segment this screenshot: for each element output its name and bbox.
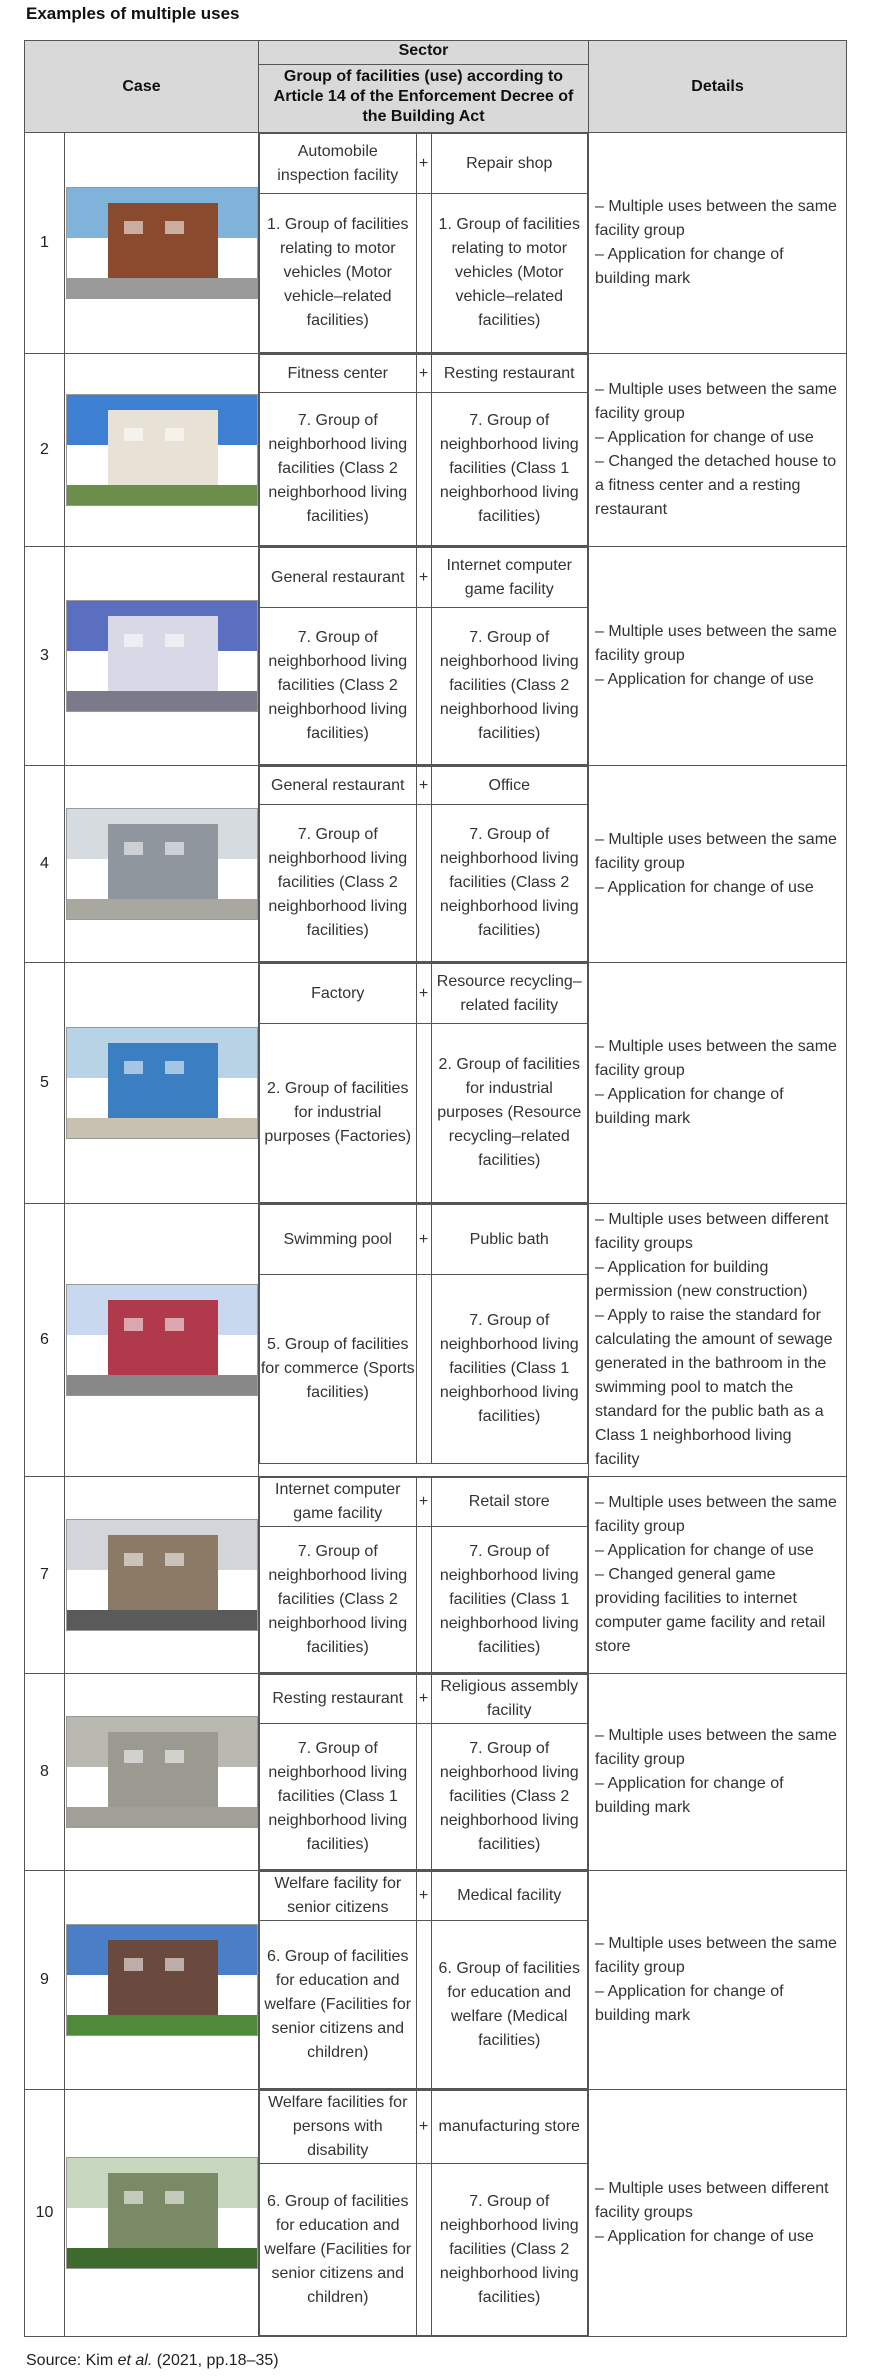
sector-cell bbox=[259, 547, 589, 766]
group-b: 2. Group of facilities for industrial purposes (Resource recycling–related facilities) bbox=[431, 1024, 588, 1203]
group-a: 5. Group of facilities for commerce (Sports facilities) bbox=[260, 1275, 417, 1464]
details-cell bbox=[589, 1674, 847, 1871]
case-photo-cell bbox=[65, 1477, 259, 1674]
details-cell bbox=[589, 133, 847, 354]
group-b: 7. Group of neighborhood living facilities (Class 1 neighborhood living facilities) bbox=[431, 1527, 588, 1673]
details-line: – Application for change of building mark bbox=[595, 1086, 784, 1127]
table-row bbox=[25, 354, 847, 547]
details-cell bbox=[589, 354, 847, 547]
use-b: Medical facility bbox=[431, 1872, 588, 1921]
group-a: 7. Group of neighborhood living facilities (Class 2 neighborhood living facilities) bbox=[260, 1527, 417, 1673]
details-line: – Application for change of building mark bbox=[595, 1775, 784, 1816]
details-line: – Application for change of use bbox=[595, 429, 814, 446]
details-line: – Application for change of use bbox=[595, 2228, 814, 2245]
use-a: Factory bbox=[260, 964, 417, 1024]
sector-cell bbox=[259, 2090, 589, 2337]
case-number: 10 bbox=[25, 2090, 65, 2337]
plus-sign: + bbox=[416, 548, 431, 608]
case-photo-cell bbox=[65, 1871, 259, 2090]
sector-cell bbox=[259, 1871, 589, 2090]
table-row bbox=[25, 2090, 847, 2337]
building-photo bbox=[66, 1716, 258, 1828]
building-photo bbox=[66, 394, 258, 506]
use-b: Religious assembly facility bbox=[431, 1675, 588, 1724]
case-number: 8 bbox=[25, 1674, 65, 1871]
case-photo-cell bbox=[65, 547, 259, 766]
details-line: – Multiple uses between the same facility group bbox=[595, 831, 837, 872]
case-photo-cell bbox=[65, 1204, 259, 1477]
group-a: 7. Group of neighborhood living facilities (Class 2 neighborhood living facilities) bbox=[260, 805, 417, 962]
details-line: – Application for building permission (new construction) bbox=[595, 1259, 808, 1300]
building-photo bbox=[66, 1284, 258, 1396]
plus-sign: + bbox=[416, 1478, 431, 1527]
header-sector: Sector bbox=[259, 42, 588, 65]
group-a: 6. Group of facilities for education and welfare (Facilities for senior citizens and children) bbox=[260, 2164, 417, 2336]
table-row bbox=[25, 1477, 847, 1674]
details-line: – Multiple uses between the same facility group bbox=[595, 623, 837, 664]
group-b: 6. Group of facilities for education and welfare (Medical facilities) bbox=[431, 1921, 588, 2089]
details-line: – Apply to raise the standard for calculating the amount of sewage generated in the bathroom in the swimming pool to match the standard for the public bath as a Class 1 neighborhood living facility bbox=[595, 1307, 833, 1468]
building-photo bbox=[66, 187, 258, 299]
use-b: Repair shop bbox=[431, 134, 588, 194]
plus-sign: + bbox=[416, 964, 431, 1024]
details-line: – Changed general game providing facilities to internet computer game facility and retail store bbox=[595, 1566, 826, 1655]
case-photo-cell bbox=[65, 1674, 259, 1871]
building-photo bbox=[66, 1027, 258, 1139]
table-row bbox=[25, 963, 847, 1204]
group-b: 1. Group of facilities relating to motor vehicles (Motor vehicle–related facilities) bbox=[431, 194, 588, 353]
details-line: – Application for change of building mark bbox=[595, 1983, 784, 2024]
case-photo-cell bbox=[65, 963, 259, 1204]
use-a: Welfare facilities for persons with disability bbox=[260, 2091, 417, 2164]
table-row bbox=[25, 133, 847, 354]
table-row bbox=[25, 1871, 847, 2090]
case-number: 6 bbox=[25, 1204, 65, 1477]
group-a: 7. Group of neighborhood living facilities (Class 2 neighborhood living facilities) bbox=[260, 393, 417, 546]
table-container bbox=[24, 40, 846, 2337]
table-row bbox=[25, 1674, 847, 1871]
building-photo bbox=[66, 2157, 258, 2269]
table-caption: Examples of multiple uses bbox=[26, 4, 240, 23]
details-line: – Multiple uses between the same facility group bbox=[595, 381, 837, 422]
group-a: 1. Group of facilities relating to motor vehicles (Motor vehicle–related facilities) bbox=[260, 194, 417, 353]
header-sector-cell bbox=[259, 41, 589, 133]
details-line: – Multiple uses between different facility groups bbox=[595, 2180, 829, 2221]
details-cell bbox=[589, 766, 847, 963]
details-line: – Application for change of use bbox=[595, 879, 814, 896]
details-line: – Changed the detached house to a fitness center and a resting restaurant bbox=[595, 453, 837, 518]
use-b: manufacturing store bbox=[431, 2091, 588, 2164]
sector-cell bbox=[259, 354, 589, 547]
source-prefix: Source: Kim bbox=[26, 2352, 118, 2369]
details-line: – Multiple uses between the same facility group bbox=[595, 1038, 837, 1079]
group-a: 2. Group of facilities for industrial purposes (Factories) bbox=[260, 1024, 417, 1203]
use-a: General restaurant bbox=[260, 548, 417, 608]
case-photo-cell bbox=[65, 766, 259, 963]
case-photo-cell bbox=[65, 133, 259, 354]
multiple-uses-table bbox=[24, 40, 847, 2337]
details-cell bbox=[589, 2090, 847, 2337]
use-a: Automobile inspection facility bbox=[260, 134, 417, 194]
sector-cell bbox=[259, 133, 589, 354]
sector-cell bbox=[259, 1674, 589, 1871]
plus-sign: + bbox=[416, 1205, 431, 1275]
use-a: General restaurant bbox=[260, 767, 417, 805]
details-line: – Multiple uses between the same facility group bbox=[595, 1494, 837, 1535]
group-b: 7. Group of neighborhood living facilities (Class 2 neighborhood living facilities) bbox=[431, 2164, 588, 2336]
table-header-row bbox=[25, 41, 847, 133]
table-row bbox=[25, 1204, 847, 1477]
table-row bbox=[25, 547, 847, 766]
sector-cell bbox=[259, 1477, 589, 1674]
case-number: 2 bbox=[25, 354, 65, 547]
details-cell bbox=[589, 1871, 847, 2090]
group-b: 7. Group of neighborhood living facilities (Class 2 neighborhood living facilities) bbox=[431, 805, 588, 962]
details-cell bbox=[589, 1204, 847, 1477]
details-line: – Application for change of building mark bbox=[595, 246, 784, 287]
group-b: 7. Group of neighborhood living facilities (Class 2 neighborhood living facilities) bbox=[431, 608, 588, 765]
plus-sign: + bbox=[416, 355, 431, 393]
plus-sign: + bbox=[416, 767, 431, 805]
sector-cell bbox=[259, 963, 589, 1204]
case-photo-cell bbox=[65, 354, 259, 547]
use-b: Office bbox=[431, 767, 588, 805]
source-etal: et al. bbox=[117, 2352, 153, 2369]
sector-cell bbox=[259, 766, 589, 963]
building-photo bbox=[66, 808, 258, 920]
details-cell bbox=[589, 963, 847, 1204]
group-a: 6. Group of facilities for education and welfare (Facilities for senior citizens and children) bbox=[260, 1921, 417, 2089]
details-line: – Application for change of use bbox=[595, 1542, 814, 1559]
use-a: Fitness center bbox=[260, 355, 417, 393]
header-case: Case bbox=[25, 41, 259, 133]
use-b: Retail store bbox=[431, 1478, 588, 1527]
use-a: Internet computer game facility bbox=[260, 1478, 417, 1527]
source-suffix: (2021, pp.18–35) bbox=[152, 2352, 279, 2369]
use-b: Internet computer game facility bbox=[431, 548, 588, 608]
case-number: 3 bbox=[25, 547, 65, 766]
source-note bbox=[26, 2352, 279, 2370]
table-row bbox=[25, 766, 847, 963]
building-photo bbox=[66, 600, 258, 712]
details-line: – Application for change of use bbox=[595, 671, 814, 688]
group-b: 7. Group of neighborhood living facilities (Class 2 neighborhood living facilities) bbox=[431, 1724, 588, 1870]
case-number: 7 bbox=[25, 1477, 65, 1674]
details-cell bbox=[589, 547, 847, 766]
use-a: Resting restaurant bbox=[260, 1675, 417, 1724]
case-number: 5 bbox=[25, 963, 65, 1204]
case-photo-cell bbox=[65, 2090, 259, 2337]
group-a: 7. Group of neighborhood living facilities (Class 1 neighborhood living facilities) bbox=[260, 1724, 417, 1870]
building-photo bbox=[66, 1519, 258, 1631]
details-line: – Multiple uses between the same facility group bbox=[595, 1935, 837, 1976]
case-number: 4 bbox=[25, 766, 65, 963]
group-b: 7. Group of neighborhood living facilities (Class 1 neighborhood living facilities) bbox=[431, 1275, 588, 1464]
use-b: Public bath bbox=[431, 1205, 588, 1275]
use-a: Swimming pool bbox=[260, 1205, 417, 1275]
use-a: Welfare facility for senior citizens bbox=[260, 1872, 417, 1921]
plus-sign: + bbox=[416, 134, 431, 194]
plus-sign: + bbox=[416, 1675, 431, 1724]
use-b: Resource recycling–related facility bbox=[431, 964, 588, 1024]
details-line: – Multiple uses between different facility groups bbox=[595, 1211, 829, 1252]
details-line: – Multiple uses between the same facility group bbox=[595, 1727, 837, 1768]
plus-sign: + bbox=[416, 1872, 431, 1921]
building-photo bbox=[66, 1924, 258, 2036]
group-b: 7. Group of neighborhood living facilities (Class 1 neighborhood living facilities) bbox=[431, 393, 588, 546]
group-a: 7. Group of neighborhood living facilities (Class 2 neighborhood living facilities) bbox=[260, 608, 417, 765]
sector-cell bbox=[259, 1204, 589, 1477]
header-details: Details bbox=[589, 41, 847, 133]
case-number: 9 bbox=[25, 1871, 65, 2090]
plus-sign: + bbox=[416, 2091, 431, 2164]
details-line: – Multiple uses between the same facility group bbox=[595, 198, 837, 239]
header-group: Group of facilities (use) according to Article 14 of the Enforcement Decree of the Building Act bbox=[273, 68, 574, 125]
details-cell bbox=[589, 1477, 847, 1674]
use-b: Resting restaurant bbox=[431, 355, 588, 393]
case-number: 1 bbox=[25, 133, 65, 354]
